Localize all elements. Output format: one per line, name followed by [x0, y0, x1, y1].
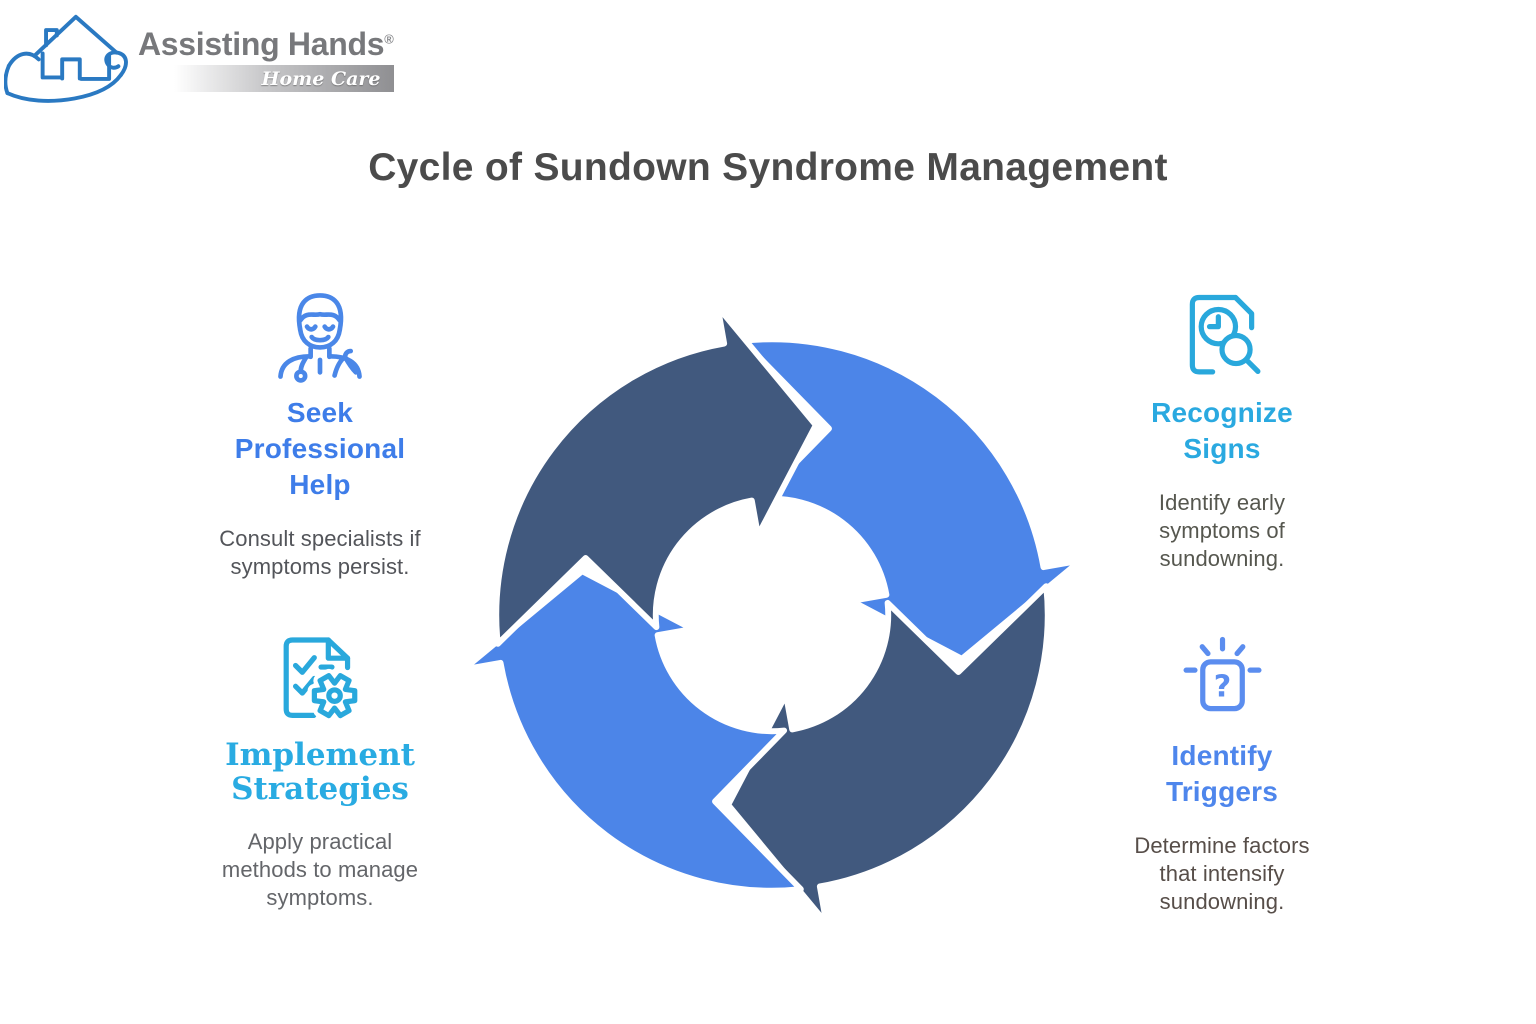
desc-line: Determine factors [1134, 833, 1310, 858]
heading-line: Triggers [1165, 776, 1279, 807]
document-clock-magnifier-icon [1062, 283, 1382, 389]
step-heading [1062, 738, 1382, 810]
logo-tagline-banner [174, 65, 394, 92]
desc-line: methods to manage [221, 857, 419, 882]
brand-name: Assisting Hands® [138, 26, 394, 62]
desc-line: that intensify [1159, 861, 1285, 886]
heading-line: Seek [286, 397, 354, 428]
heading-line: Recognize [1151, 397, 1293, 428]
logo-text [138, 4, 394, 92]
logo-tagline: Home Care [261, 67, 381, 90]
doctor-icon [160, 283, 480, 389]
step-description [1062, 489, 1382, 573]
heading-line: Identify [1171, 740, 1273, 771]
step-heading [160, 738, 480, 806]
step-description [160, 525, 480, 581]
step-description [1062, 832, 1382, 916]
page-title: Cycle of Sundown Syndrome Management [368, 146, 1168, 189]
desc-line: sundowning. [1159, 889, 1285, 914]
desc-line: symptoms. [266, 885, 374, 910]
question-mark-icon [1062, 626, 1382, 732]
desc-line: Consult specialists if [219, 526, 421, 551]
desc-line: Identify early [1158, 490, 1286, 515]
cycle-diagram [452, 295, 1092, 935]
desc-line: Apply practical [247, 829, 393, 854]
desc-line: symptoms of [1159, 518, 1285, 543]
step-recognize-signs [1062, 283, 1382, 573]
step-description [160, 828, 480, 912]
svg-text:?: ? [1213, 669, 1232, 705]
registered-mark: ® [384, 31, 394, 47]
heading-line: Signs [1183, 433, 1261, 464]
hand-house-icon [4, 4, 136, 104]
step-seek-professional-help [160, 283, 480, 581]
checklist-gear-icon [160, 626, 480, 732]
step-implement-strategies [160, 626, 480, 912]
heading-line: Strategies [231, 771, 409, 807]
heading-line: Implement [225, 737, 415, 773]
step-identify-triggers [1062, 626, 1382, 916]
heading-line: Professional [234, 433, 406, 464]
desc-line: symptoms persist. [230, 554, 410, 579]
logo [4, 4, 394, 104]
heading-line: Help [289, 469, 351, 500]
step-heading [1062, 395, 1382, 467]
step-heading [160, 395, 480, 503]
desc-line: sundowning. [1159, 546, 1285, 571]
